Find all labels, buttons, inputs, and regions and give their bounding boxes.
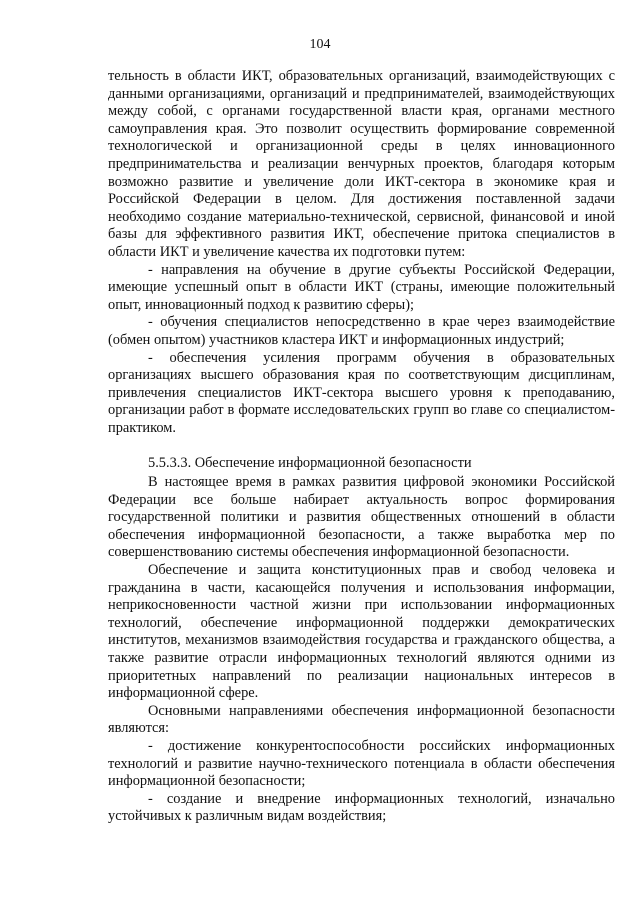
paragraph-digital-economy: В настоящее время в рамках развития цифровой экономики Российской Федерации все больше набирает актуальность вопрос формирования государственной политики и развития общественных отношений в области обеспечения информационной безопасности, а также выработка мер по совершенствованию системы обеспечения информационной безопасности. [108,474,615,561]
page-number: 104 [309,37,331,52]
list-item-training-in-region: - обучения специалистов непосредственно в крае через взаимодействие (обмен опытом) участников кластера ИКТ и информационных индустрий; [108,314,615,348]
section-heading: 5.5.3.3. Обеспечение информационной безопасности [148,455,472,471]
list-item-strengthening-programs: - обеспечения усиления программ обучения в образовательных организациях высшего образования края по соответствующим дисциплинам, привлечения специалистов ИКТ-сектора высшего уровня к преподаванию, организации работ в формате исследовательских групп во главе со специалистом-практиком. [108,349,615,436]
paragraph-continuation: тельность в области ИКТ, образовательных организаций, взаимодействующих с данными организациями, организаций и предпринимателей, взаимодействующих между собой, с органами государственной власти края, органами местного самоуправления края. Это позволит осуществить формирование современной технологической и организационной среды в целях инновационного предпринимательства и реализации венчурных проектов, благодаря которым возможно развитие и увеличение доли ИКТ-сектора в экономике края и Российской Федерации в целом. Для достижения поставленной задачи необходимо создание материально-технической, сервисной, финансовой и иной базы для эффективного развития ИКТ, обеспечение притока специалистов в области ИКТ и увеличение качества их подготовки путем: [108,68,615,260]
body-text-bottom [108,474,615,826]
paragraph-rights-protection: Обеспечение и защита конституционных прав и свобод человека и гражданина в части, касающейся получения и использования информации, неприкосновенности частной жизни при использовании информационных технологий, обеспечение информационной поддержки демократических институтов, механизмов взаимодействия государства и гражданского общества, а также развитие отрасли информационных технологий являются одними из приоритетных направлений по реализации национальных интересов в информационной сфере. [108,561,615,702]
list-item-competitiveness: - достижение конкурентоспособности российских информационных технологий и развитие научно-технического потенциала в области обеспечения информационной безопасности; [108,737,615,790]
list-item-training-in-other-regions: - направления на обучение в другие субъекты Российской Федерации, имеющие успешный опыт в области ИКТ (страны, имеющие положительный опыт, инновационный подход к развитию сферы); [108,261,615,313]
body-text-top [108,68,615,437]
paragraph-main-directions: Основными направлениями обеспечения информационной безопасности являются: [108,702,615,737]
list-item-resilient-technologies: - создание и внедрение информационных технологий, изначально устойчивых к различным видам воздействия; [108,790,615,825]
